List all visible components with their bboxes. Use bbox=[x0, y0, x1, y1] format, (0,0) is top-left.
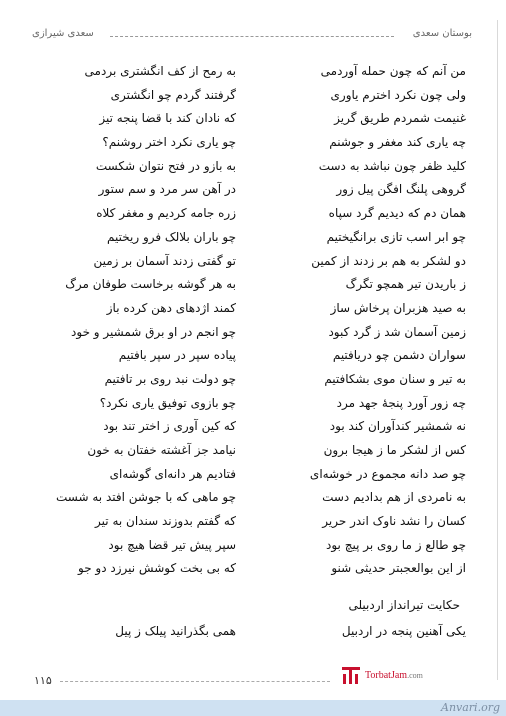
couplet bbox=[56, 488, 466, 512]
watermark-band bbox=[0, 700, 506, 716]
hemistich-second: سپر پیش تیر قضا هیچ بود bbox=[108, 537, 236, 552]
hemistich-first: ولی چون نکرد اخترم یاوری bbox=[330, 87, 466, 102]
hemistich-second: فتادیم هر دانه‌ای گوشه‌ای bbox=[109, 466, 236, 481]
hemistich-first: کسان را نشد ناوک اندر حریر bbox=[322, 514, 466, 529]
hemistich-first: از این بوالعجبتر حدیثی شنو bbox=[331, 561, 466, 576]
logo-text: TorbatJam.com bbox=[365, 669, 423, 681]
couplet bbox=[80, 394, 466, 418]
hemistich-first: کلید ظفر چون نباشد به دست bbox=[318, 158, 466, 173]
hemistich-first: دو لشکر به هم بر زدند از کمین bbox=[311, 253, 466, 268]
couplet bbox=[80, 157, 466, 181]
hemistich-first: چو صد دانه مجموع در خوشه‌ای bbox=[309, 466, 466, 481]
hemistich-first: چو ابر اسب تازی برانگیختیم bbox=[326, 229, 466, 244]
couplet bbox=[80, 465, 466, 489]
poem-body bbox=[56, 62, 466, 583]
couplet bbox=[80, 109, 466, 133]
hemistich-second: که نادان کند با قضا پنجه تیز bbox=[99, 111, 236, 126]
hemistich-second: نیامد جز آغشته خفتان به خون bbox=[87, 443, 236, 457]
hemistich-first: گروهی پلنگ افگن پیل زور bbox=[336, 182, 466, 197]
couplet bbox=[80, 133, 466, 157]
couplet bbox=[80, 346, 466, 370]
hemistich-second: چو یاری نکرد اختر روشنم؟ bbox=[102, 135, 236, 150]
page-number: ۱۱۵ bbox=[34, 674, 52, 687]
hemistich-first: غنیمت شمردم طریق گریز bbox=[334, 111, 466, 126]
hemistich-second: چو دولت نبد روی بر تافتیم bbox=[104, 371, 236, 386]
margin-rule bbox=[497, 20, 498, 680]
hemistich-first: به نامردی از هم بدادیم دست bbox=[322, 490, 466, 505]
hemistich-first: سواران دشمن چو دریافتیم bbox=[332, 348, 466, 363]
hemistich-second: که گفتم بدوزند سندان به تیر bbox=[95, 514, 236, 529]
hemistich-first: چو طالع ز ما روی بر پیچ بود bbox=[326, 537, 466, 552]
hemistich-second: به رمح از کف انگشتری بردمی bbox=[84, 64, 236, 78]
hemistich-first: به تیر و سنان موی بشکافتیم bbox=[324, 371, 466, 386]
couplet bbox=[80, 180, 466, 204]
hemistich-second: که کین آوری ز اختر تند بود bbox=[103, 419, 236, 434]
couplet bbox=[80, 252, 466, 276]
couplet bbox=[80, 441, 466, 465]
hemistich-first: کس از لشکر ما ز هیجا برون bbox=[323, 443, 466, 457]
hemistich-second: گرفتند گردم چو انگشتری bbox=[110, 87, 236, 102]
couplet bbox=[80, 622, 466, 646]
hemistich-first: یکی آهنین پنجه در اردبیل bbox=[341, 624, 466, 638]
hemistich-first: من آنم که چون حمله آوردمی bbox=[320, 64, 466, 78]
couplet bbox=[80, 417, 466, 441]
hemistich-first: به صید هزبران پرخاش ساز bbox=[330, 300, 466, 315]
hemistich-first: چه زور آورد پنجهٔ جهد مرد bbox=[336, 395, 466, 410]
hemistich-second: چو بازوی توفیق یاری نکرد؟ bbox=[99, 395, 236, 410]
book-title: بوستان سعدی bbox=[412, 28, 472, 39]
section-title: حکایت تیرانداز اردبیلی bbox=[348, 598, 460, 612]
couplet bbox=[71, 323, 466, 347]
logo-mark-icon bbox=[340, 664, 362, 686]
hemistich-first: نه شمشیر کندآوران کند بود bbox=[329, 419, 466, 434]
couplet bbox=[80, 62, 466, 86]
couplet bbox=[80, 512, 466, 536]
couplet bbox=[80, 370, 466, 394]
couplet bbox=[80, 204, 466, 228]
hemistich-second: چو باران بلالک فرو ریختیم bbox=[107, 229, 236, 244]
hemistich-second: چو ماهی که با جوشن افتد به شست bbox=[56, 490, 236, 505]
couplet bbox=[80, 228, 466, 252]
hemistich-first: زمین آسمان شد ز گرد کبود bbox=[328, 324, 466, 339]
final-couplet bbox=[80, 622, 466, 646]
couplet bbox=[80, 536, 466, 560]
couplet bbox=[80, 299, 466, 323]
hemistich-second: به هر گوشه برخاست طوفان مرگ bbox=[65, 277, 236, 292]
couplet bbox=[80, 86, 466, 110]
footer-divider bbox=[60, 681, 330, 682]
hemistich-second: پیاده سپر در سپر بافتیم bbox=[118, 348, 236, 363]
hemistich-second: کمند اژدهای دهن کرده باز bbox=[106, 300, 236, 315]
site-logo[interactable] bbox=[340, 664, 470, 686]
hemistich-second: به بازو در فتح نتوان شکست bbox=[95, 158, 236, 173]
hemistich-second: در آهن سر مرد و سم ستور bbox=[98, 182, 236, 197]
hemistich-second: همی بگذرانید پیلک ز پیل bbox=[115, 624, 236, 638]
watermark-text[interactable]: Anvari.org bbox=[441, 701, 500, 714]
page-header bbox=[32, 26, 472, 46]
header-divider bbox=[110, 36, 394, 37]
couplet bbox=[80, 559, 466, 583]
hemistich-second: تو گفتی زدند آسمان بر زمین bbox=[93, 253, 236, 268]
hemistich-second: چو انجم در او برق شمشیر و خود bbox=[71, 324, 236, 339]
hemistich-second: زره جامه کردیم و مغفر کلاه bbox=[96, 206, 236, 221]
author-name: سعدی شیرازی bbox=[32, 28, 94, 39]
hemistich-first: ز باریدن تیر همچو تگرگ bbox=[345, 277, 466, 292]
couplet bbox=[65, 275, 466, 299]
hemistich-first: همان دم که دیدیم گرد سپاه bbox=[328, 206, 466, 221]
hemistich-second: که بی بخت کوشش نیرزد دو جو bbox=[78, 561, 236, 576]
hemistich-first: چه یاری کند مغفر و جوشنم bbox=[329, 135, 466, 150]
